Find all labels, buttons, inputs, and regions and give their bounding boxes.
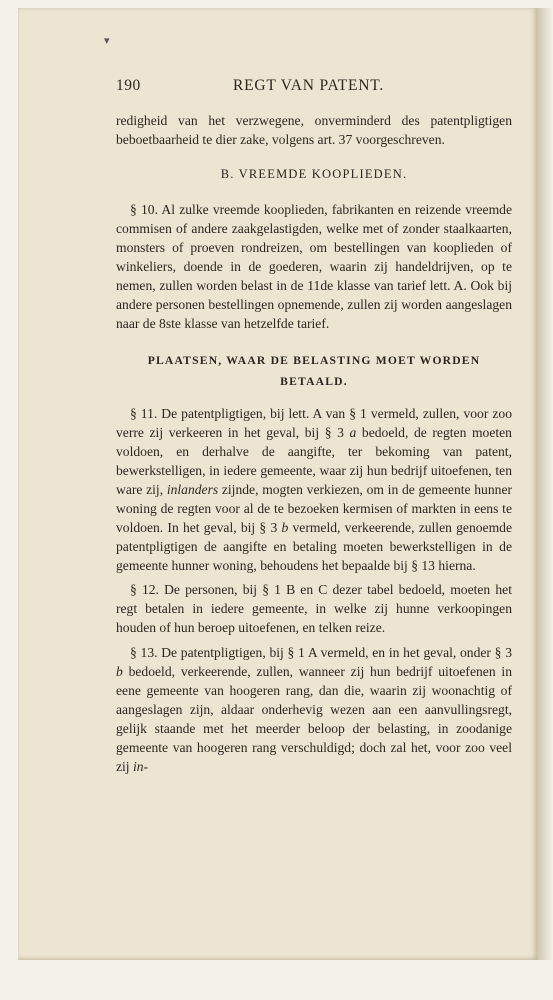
section-heading-b bbox=[116, 165, 512, 184]
paragraph-13-part-2: bedoeld, verkeerende, zullen, wanneer zij hun bedrijf uitoefenen in eene gemeente van hoogeren rang, dan die, waarin zij woonachtig of aangeslagen zijn, aldaar onderhevig wezen aan een aanvullingsregt, gelijk staande met het meerder beloop der belasting, in zoodanige gemeente van hoogeren rang verschuldigd; doch zal het, voor zoo veel zij bbox=[116, 664, 512, 774]
paragraph-11-part-2: bedoeld, de regten moeten voldoen, en derhalve de aangifte, ter bekoming van patent, bewerkstelligen, in iedere gemeente, waar zij hun bedrijf uitoefenen, ten ware zij, bbox=[116, 425, 512, 497]
section-heading-places-text: PLAATSEN, WAAR DE BELASTING MOET WORDEN BETAALD. bbox=[147, 354, 481, 388]
paragraph-10: § 10. Al zulke vreemde kooplieden, fabrikanten en reizende vreemde commisen of andere zaakgelastigden, welke met of zonder staalkaarten, monsters of proeven rondreizen, om bestellingen van kooplieden of winkeliers, doende in de goederen, waarin zij handeldrijven, op te nemen, zullen worden belast in de 11de klasse van tarief lett. A. Ook bij andere personen bestellingen opnemende, zullen zij worden aangeslagen naar de 8ste klasse van hetzelfde tarief. bbox=[116, 202, 512, 331]
paragraph-11-part-4: vermeld, verkeerende, zullen genoemde patentpligtigen de aangifte en betaling moeten bewerkstelligen in de gemeente hunner woning, behoudens het bepaalde bij § 13 hierna. bbox=[116, 520, 512, 573]
paragraph-12: § 12. De personen, bij § 1 B en C dezer tabel bedoeld, moeten het regt betalen in iedere gemeente, in welke zij hunne verkoopingen houden of hun beroep uitoefenen, en telken reize. bbox=[116, 582, 512, 635]
section-heading-b-text: B. VREEMDE KOOPLIEDEN. bbox=[220, 167, 408, 181]
page-edge-shadow bbox=[537, 8, 553, 960]
paragraph-13-italic-1: b bbox=[116, 664, 123, 679]
paragraph-11 bbox=[116, 404, 512, 575]
paragraph-13-italic-2: in- bbox=[133, 759, 149, 774]
paragraph-13-part-1: § 13. De patentpligtigen, bij § 1 A vermeld, en in het geval, onder § 3 bbox=[130, 645, 512, 660]
running-title: REGT VAN PATENT. bbox=[233, 77, 385, 94]
paragraph-11-part-1: § 11. De patentpligtigen, bij lett. A van § 1 vermeld, zullen, voor zoo verre zij verkeeren in het geval, bij § 3 bbox=[116, 406, 512, 440]
intro-paragraph: redigheid van het verzwegene, onverminderd des patentpligtigen beboetbaarheid te dier zake, volgens art. 37 voorgeschreven. bbox=[116, 113, 512, 147]
paragraph-11-italic-3: b bbox=[281, 520, 289, 535]
paragraph-11-italic-2: inlanders bbox=[166, 482, 219, 497]
section-heading-places bbox=[116, 350, 512, 392]
page-number: 190 bbox=[116, 77, 141, 94]
paragraph-11-part-3: zijnde, mogten verkiezen, om in de gemeente hunner woning de regten voor al de te bezoeken kermisen of markten in eens te voldoen. In het geval, bij § 3 bbox=[116, 482, 512, 535]
paragraph-13 bbox=[116, 643, 512, 776]
page-text-block bbox=[116, 76, 512, 776]
margin-mark: ▾ bbox=[104, 34, 110, 47]
running-head bbox=[116, 76, 512, 102]
paragraph-11-italic-1: a bbox=[349, 425, 357, 440]
